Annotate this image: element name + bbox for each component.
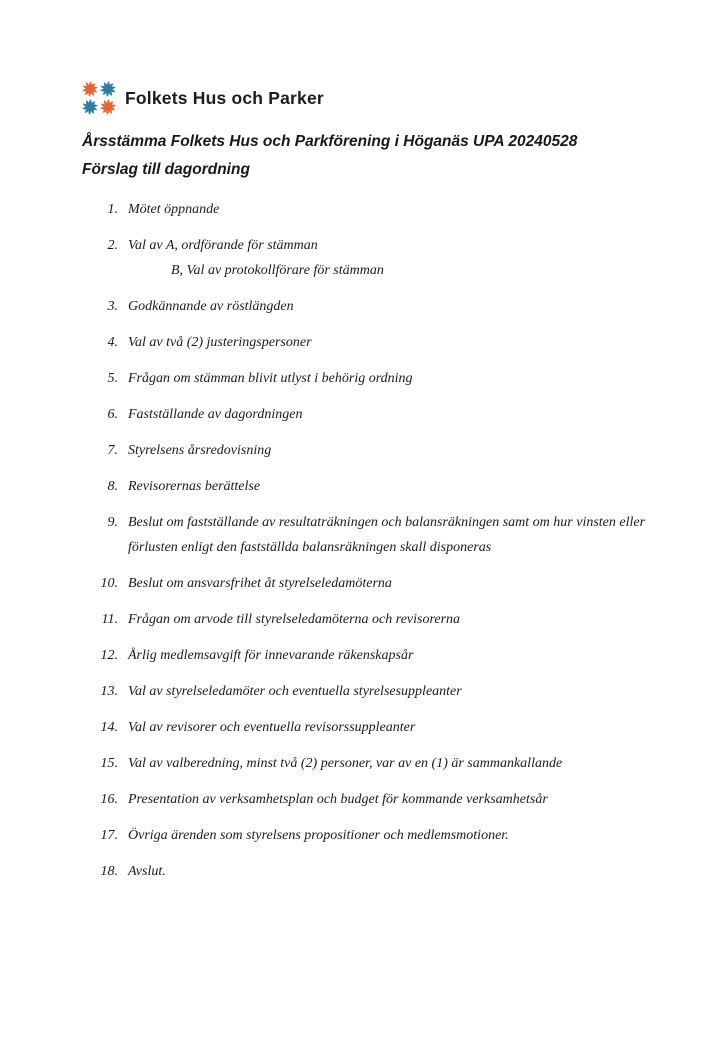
list-item-text: Val av valberedning, minst två (2) personer, var av en (1) är sammankallande (128, 756, 563, 771)
list-item-number: 5. (107, 371, 118, 386)
list-item (100, 330, 700, 355)
list-item-number: 6. (107, 407, 118, 422)
list-item-text: B, Val av protokollförare för stämman (171, 263, 384, 278)
list-item (100, 751, 700, 776)
pinwheel-top-right (100, 81, 115, 97)
list-item-number: 3. (107, 299, 118, 314)
list-item (100, 859, 700, 884)
list-item-text: Övriga ärenden som styrelsens propositioner och medlemsmotioner. (128, 828, 509, 843)
folkets-hus-pinwheel-logo-icon (82, 81, 116, 115)
list-item (100, 366, 700, 391)
list-item-text: Val av A, ordförande för stämman (128, 238, 318, 253)
list-item-text: Beslut om ansvarsfrihet åt styrelseledamöterna (128, 576, 392, 591)
list-item-number: 7. (107, 443, 118, 458)
list-item (100, 233, 700, 283)
pinwheel-top-left (82, 81, 97, 97)
list-item-number: 14. (100, 720, 118, 735)
list-item (100, 197, 700, 222)
list-item-text: Val av revisorer och eventuella revisorssuppleanter (128, 720, 416, 735)
list-item-text: Frågan om stämman blivit utlyst i behörig ordning (128, 371, 413, 386)
list-item (100, 402, 700, 427)
list-item-text: förlusten enligt den fastställda balansräkningen skall disponeras (128, 540, 492, 555)
list-item (100, 510, 700, 560)
list-item (100, 679, 700, 704)
list-item (100, 643, 700, 668)
list-item-number: 2. (107, 238, 118, 253)
list-item-number: 15. (100, 756, 118, 771)
list-item (100, 474, 700, 499)
list-item-text: Val av två (2) justeringspersoner (128, 335, 312, 350)
list-item-text: Revisorernas berättelse (128, 479, 261, 494)
list-item-text: Fastställande av dagordningen (128, 407, 303, 422)
document-subtitle: Förslag till dagordning (82, 161, 250, 178)
list-item-number: 18. (100, 864, 118, 879)
list-item-number: 4. (107, 335, 118, 350)
list-item-text: Frågan om arvode till styrelseledamöterna och revisorerna (128, 612, 461, 627)
list-item (100, 294, 700, 319)
list-item-text: Årlig medlemsavgift för innevarande räkenskapsår (128, 648, 414, 663)
logo (82, 81, 324, 115)
list-item-number: 17. (100, 828, 118, 843)
list-item (100, 823, 700, 848)
list-item-text: Presentation av verksamhetsplan och budget för kommande verksamhetsår (128, 792, 548, 807)
list-item-number: 10. (100, 576, 118, 591)
list-item (100, 571, 700, 596)
list-item-text: Godkännande av röstlängden (128, 299, 294, 314)
document-title: Årsstämma Folkets Hus och Parkförening i Höganäs UPA 20240528 (82, 133, 578, 150)
list-item-number: 1. (107, 202, 118, 217)
list-item-text: Styrelsens årsredovisning (128, 443, 272, 458)
pinwheel-bottom-right (100, 99, 115, 115)
list-item (100, 607, 700, 632)
list-item-number: 12. (100, 648, 118, 663)
list-item-number: 9. (107, 515, 118, 530)
list-item (100, 438, 700, 463)
list-item-number: 8. (107, 479, 118, 494)
list-item-number: 16. (100, 792, 118, 807)
agenda-list (100, 197, 700, 895)
list-item-number: 13. (100, 684, 118, 699)
list-item (100, 715, 700, 740)
document-heading (82, 133, 577, 179)
list-item-text: Val av styrelseledamöter och eventuella styrelsesuppleanter (128, 684, 462, 699)
list-item-text: Mötet öppnande (128, 202, 220, 217)
logo-text: Folkets Hus och Parker (125, 87, 324, 108)
list-item-text: Avslut. (128, 864, 166, 879)
list-item (100, 787, 700, 812)
list-item-number: 11. (101, 612, 118, 627)
pinwheel-bottom-left (82, 99, 97, 115)
list-item-text: Beslut om fastställande av resultaträkningen och balansräkningen samt om hur vinsten eller (128, 515, 646, 530)
